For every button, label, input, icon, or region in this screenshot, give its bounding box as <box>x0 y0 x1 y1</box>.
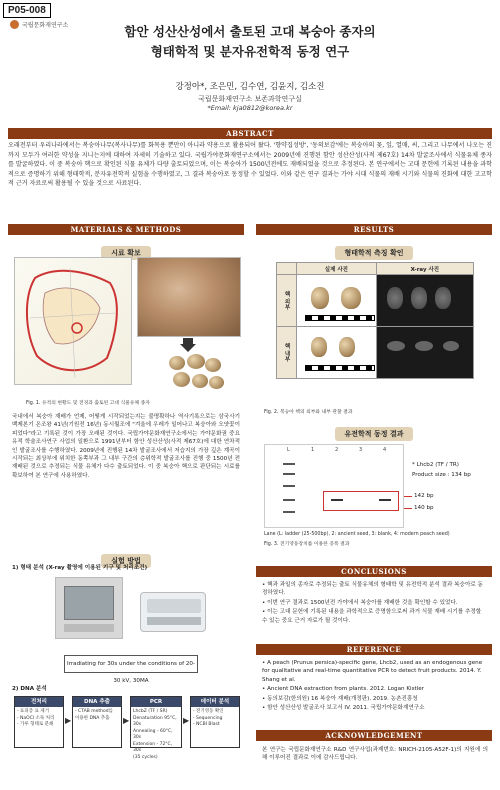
flow-step-1-line: - 표피층 표 제거 <box>17 709 49 714</box>
reference-item: • 함안 성산산성 발굴조사 보고서 IV. 2011. 국립가야문화재연구소 <box>262 704 488 712</box>
authors: 강정아*, 조은민, 김수연, 김윤지, 김소진 <box>175 82 325 92</box>
institute-name: 국립문화재연구소 <box>22 22 69 29</box>
sub-morph-wrap <box>256 240 492 260</box>
band-label: 142 bp <box>414 493 434 499</box>
flow-step-3-line: Annealing - 60°C, 30s <box>133 728 173 740</box>
flow-step-4 <box>190 696 240 748</box>
flow-step-3-line: Extension - 72°C, 30s <box>133 741 173 753</box>
flow-step-2 <box>72 696 122 748</box>
reference-heading: REFERENCE <box>256 644 492 655</box>
band-label: 140 bp <box>414 505 434 511</box>
fig2-caption: Fig. 2. 복숭아 핵의 외부와 내부 관찰 결과 <box>264 410 353 415</box>
conclusions-bar <box>256 566 492 577</box>
flow-step-1-line: - 가루 형태로 분쇄 <box>17 722 54 727</box>
flow-step-3-line: (35 cycles) <box>133 754 158 760</box>
sub-method: 실험 방법 <box>101 554 151 568</box>
morph-table <box>276 262 474 379</box>
methods-bar <box>8 224 244 235</box>
conclusion-item: • 이는 고대 문헌에 기록된 내용을 과학적으로 증명함으로써 과거 식물 재배 시기를 추정할 수 있는 중요 근거 자료가 될 것이다. <box>262 608 488 625</box>
site-map <box>14 257 132 385</box>
col-real-photo: 실제 사진 <box>297 263 377 275</box>
flow-step-4-line: - NCBI Blast <box>193 722 220 727</box>
flow-step-2-head: DNA 추출 <box>73 697 121 707</box>
reference-item: • 동의보감(한의원) 16 복숭아 재배(개정판). 2019. 농촌진흥청 <box>262 695 488 703</box>
ack-bar <box>256 730 492 741</box>
ack-heading: ACKNOWLEDGEMENT <box>256 730 492 741</box>
reference-list <box>262 659 488 713</box>
results-bar <box>256 224 492 235</box>
conclusions-heading: CONCLUSIONS <box>256 566 492 577</box>
results-heading: RESULTS <box>256 224 492 235</box>
flow-step-2-line: 이용한 DNA 추출 <box>75 715 110 721</box>
xray-condition: Irradiating for 30s under the conditions of 20-30 kV, 30MA <box>64 655 198 673</box>
product-size: Product size : 134 bp <box>412 472 471 478</box>
fig3-caption: Fig. 3. 전기영동장치를 이용한 증폭 결과 <box>264 542 350 547</box>
flow-step-4-line: - Sequencing <box>193 715 223 721</box>
lane-legend: Lane (L: ladder (25-500bp), 2: ancient seed, 3: blank, 4: modern peach seed) <box>264 532 450 537</box>
affiliation: 국립문화재연구소 보존과학연구실 <box>198 95 302 103</box>
email: *Email: kja0812@korea.kr <box>207 104 293 112</box>
flow-step-1-line: - NaOCl 소독 처리 <box>17 715 55 721</box>
methods-body: 국내에서 복숭아 재배가 언제, 어떻게 시작되었는지는 불명확하나 역사기록으로는 삼국사기 백제본기 온조왕 41년(기원전 16년) 동시월조에 "겨울에 우레가 일어나고 복숭아와 오얏꽃이 피었다"라고 기록된 것이 가장 오래된 것이다. 국립가야문화재연구소에서는 가야문화권 중요유적 학술조사연구 사업의 일환으로 1991년부터 함안 성산산성(사적 제67호)에 대한 연차적인 발굴조사를 수행하였다. 2009년에 진행된 14차 발굴조사에서 저습지의 가장 깊은 계곡이 시작되는 최상부에 위치한 동쪽부과 그 내부 구간의 층위학적 발굴조사를 진행 중 1500년 전 재배된 것으로 추정되는 식물 유체가 다수 출토되었다. 이 중 복숭아 핵으로 판단되는 시료를 확보하여 본 연구에 사용하였다. <box>12 414 240 479</box>
title-block <box>0 22 500 62</box>
flow-step-4-line: - 전기영동 확인 <box>193 709 224 714</box>
conclusion-item: • 이번 연구 결과로 1500년전 가야에서 복숭아를 재배한 것을 확인할 수 있었다. <box>262 599 488 607</box>
inner-xray-photo <box>376 327 473 379</box>
sub-genetic-wrap <box>256 421 492 441</box>
title-line2: 형태학적 및 분자유전학적 동정 연구 <box>150 44 350 59</box>
lane-label: 1 <box>311 447 315 453</box>
col-xray-photo: X-ray 사진 <box>376 263 473 275</box>
flow-step-1 <box>14 696 64 748</box>
lane-label: 2 <box>335 447 339 453</box>
abstract-heading: ABSTRACT <box>8 128 492 139</box>
flow-step-4-head: 데이터 분석 <box>191 697 239 707</box>
reference-bar <box>256 644 492 655</box>
step1-label: 1) 형태 분석 (X-ray 촬영에 이용된 기구 및 처리조건) <box>12 565 148 571</box>
lane-label: 3 <box>359 447 363 453</box>
gel-image <box>264 444 404 528</box>
row-inner: 핵 내부 <box>277 327 297 379</box>
ack-text: 본 연구는 국립문화재연구소 R&D 연구사업(과제번호: NRICH-2105-A52F-1)의 지원에 의해 이루어진 결과로 이에 감사드립니다. <box>262 747 488 762</box>
flow-step-3-line: Denaturation 95°C, 30s <box>133 715 177 727</box>
arrow-down-icon <box>180 338 196 352</box>
xray-scanner <box>140 592 206 632</box>
seeds-photo <box>165 352 227 396</box>
inner-real-photo <box>297 327 377 379</box>
flow-arrow-icon: ▶ <box>65 716 72 725</box>
abstract-bar <box>8 128 492 139</box>
outer-xray-photo <box>376 275 473 327</box>
poster-id: P05-008 <box>3 3 51 18</box>
sub-sample: 시료 확보 <box>101 246 151 260</box>
outer-real-photo <box>297 275 377 327</box>
methods-heading: MATERIALS & METHODS <box>8 224 244 235</box>
lane-label: L <box>287 447 290 453</box>
abstract-text: 오래전부터 우리나라에서는 복숭아나무(복사나무)를 화목용 뿐만이 아니라 약용으로 활용되어 왔다. '향약집성방', '동의보감'에는 복숭아의 꽃, 잎, 열매, 씨, 그리고 나무에서 나오는 진까지 모두가 여러한 약성을 지니는지에 대하여 자세히 기술하고 있다. 국립가야문화재연구소에서는 2009년에 진행된 함안 성산산성(사적 제67호) 14차 발굴조사에서 식물유체 종자를 발굴하였다. 이 중 복숭아 핵으로 확인된 식물 유체가 다량 출토되었으며, 이는 복숭아가 1500년전에도 재배되었을 것으로 추정된다. 본 연구에서는 고대 문헌에 기록된 내용을 과학적으로 증명하기 위해 형태학적, 분자유전학적 실험을 수행하였고, 그 결과 복숭아로 동정할 수 있었다. 이와 같은 연구 결과는 가야 시대 식물의 재배 시기와 식물의 진화에 대한 고고학적 근거 자료로써 활용될 수 있을 것으로 사료된다. <box>8 142 492 187</box>
flow-step-3-head: PCR <box>131 697 181 707</box>
xray-cabinet <box>55 577 123 639</box>
title-line1: 함안 성산산성에서 출토된 고대 복숭아 종자의 <box>124 24 376 39</box>
flow-step-2-line: - CTAB method를 <box>75 709 113 714</box>
row-outer: 핵 외부 <box>277 275 297 327</box>
reference-item: • Ancient DNA extraction from plants. 2012. Logan Kistler <box>262 685 488 693</box>
lane-label: 4 <box>383 447 387 453</box>
conclusion-item: • 핵과 과일의 종자로 추정되는 출토 식물유체의 형태학 및 유전학적 분석 결과 복숭아로 동정하였다. <box>262 581 488 598</box>
sub-morph: 형태학적 측징 확인 <box>335 246 414 260</box>
reference-item: • A peach (Prunus persica)-specific gene, Lhcb2, used as an endogenous gene for qualitative and real-time quantitative PCR to detect fruit products. 2014. Y. Shang et al. <box>262 659 488 684</box>
gene-label: * Lhcb2 (TF / TR) <box>412 462 459 468</box>
site-photo <box>137 257 241 337</box>
fig1-caption: Fig. 1. 유적의 현황도 및 전경과 출토된 고대 식물유체 종자 <box>26 401 150 406</box>
flow-arrow-icon: ▶ <box>183 716 190 725</box>
flow-step-3-line: LhcbZ (TF / SR) <box>133 709 168 714</box>
flow-arrow-icon: ▶ <box>123 716 130 725</box>
sub-genetic: 유전학적 동정 결과 <box>335 427 414 441</box>
site-map-drawing <box>15 258 133 386</box>
flow-step-3 <box>130 696 182 760</box>
step2-label: 2) DNA 분석 <box>12 686 47 692</box>
flow-step-1-head: 전처리 <box>15 697 63 707</box>
conclusions-list <box>262 581 488 626</box>
